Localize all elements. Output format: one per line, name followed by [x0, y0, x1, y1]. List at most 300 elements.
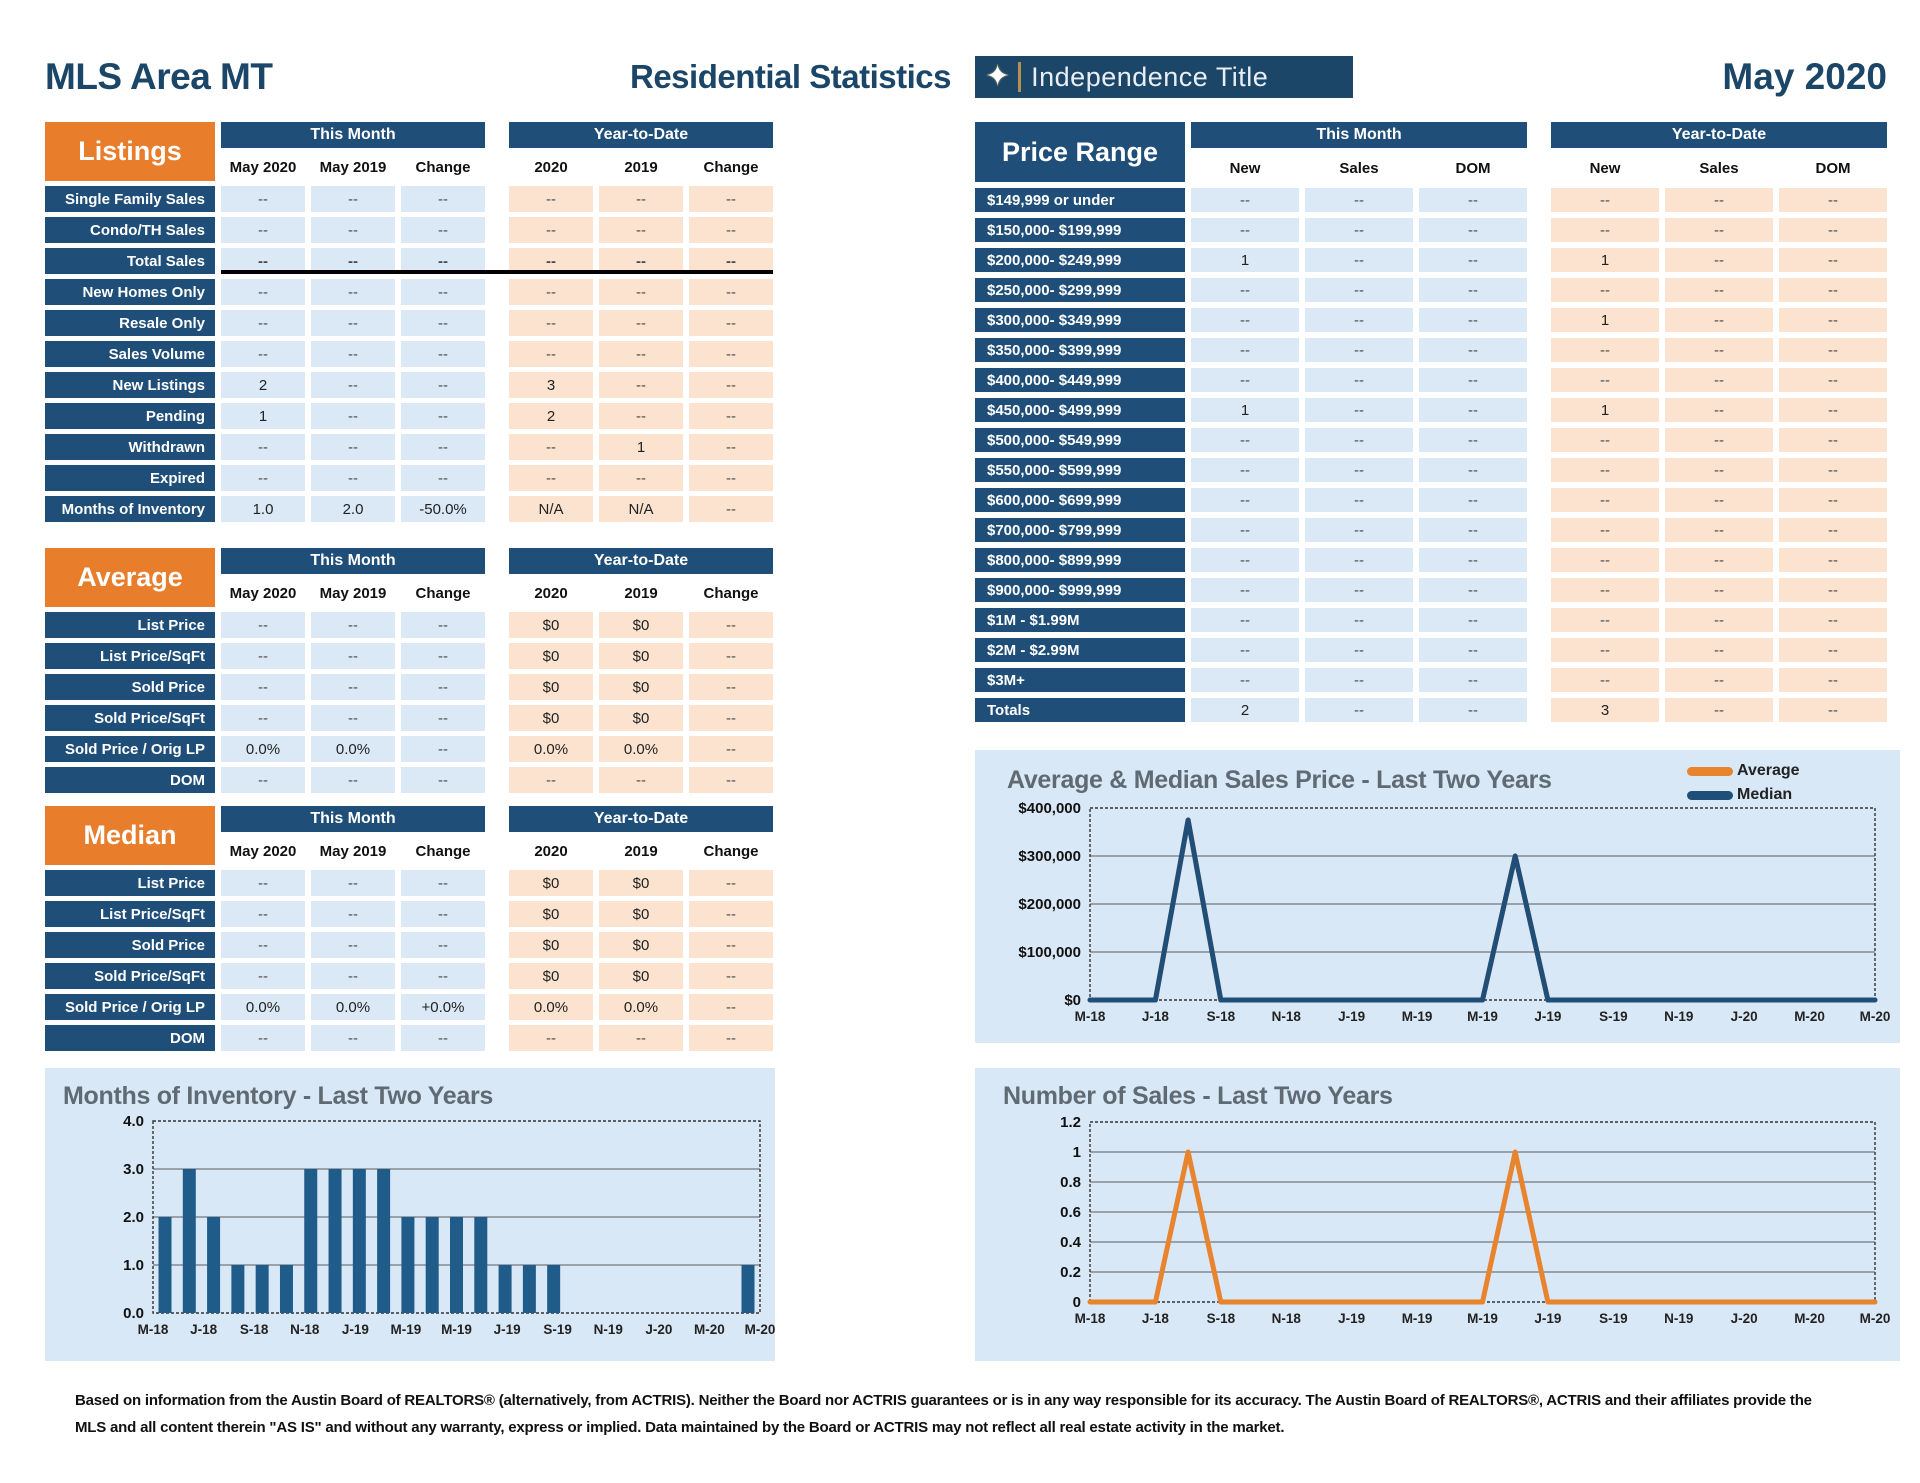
stat-cell: --	[1305, 578, 1413, 602]
stat-cell: --	[1665, 308, 1773, 332]
chart-title: Average & Median Sales Price - Last Two Years	[1007, 766, 1552, 794]
stat-cell: --	[311, 612, 395, 638]
stat-cell: --	[1305, 278, 1413, 302]
stat-cell: --	[1779, 458, 1887, 482]
column-header: May 2019	[319, 158, 387, 176]
svg-text:$200,000: $200,000	[1018, 896, 1081, 913]
stat-cell: 1	[1551, 308, 1659, 332]
stat-cell: --	[1779, 698, 1887, 722]
group-this-month: This Month	[221, 122, 485, 148]
stat-cell: --	[689, 279, 773, 305]
stat-cell: --	[1665, 488, 1773, 512]
stat-cell: --	[509, 1025, 593, 1051]
stat-cell: --	[311, 217, 395, 243]
svg-text:N-18: N-18	[1271, 1009, 1301, 1024]
stat-cell: --	[1665, 338, 1773, 362]
svg-text:2.0: 2.0	[123, 1209, 144, 1226]
stat-cell: --	[689, 612, 773, 638]
row-label: $550,000- $599,999	[975, 458, 1185, 482]
stat-cell: --	[689, 643, 773, 669]
stat-cell: --	[1665, 458, 1773, 482]
logo-divider	[1018, 62, 1021, 92]
svg-text:S-19: S-19	[543, 1322, 572, 1337]
row-label: $3M+	[975, 668, 1185, 692]
stat-cell: $0	[599, 643, 683, 669]
disclaimer-line-2: MLS and all content therein "AS IS" and without any warranty, express or implied. Data maintained by the Board or ACTRIS may not reflect all real estate activity in the market.	[75, 1419, 1285, 1436]
stat-cell: --	[1191, 668, 1299, 692]
stat-cell: --	[221, 870, 305, 896]
median-table	[45, 806, 773, 1051]
svg-text:M-20: M-20	[1794, 1311, 1825, 1326]
stat-cell: --	[689, 403, 773, 429]
stat-cell: --	[1779, 278, 1887, 302]
stat-cell: --	[1419, 368, 1527, 392]
average-table-title: Average	[45, 548, 215, 607]
svg-text:M-20: M-20	[1794, 1009, 1825, 1024]
stat-cell: N/A	[509, 496, 593, 522]
svg-text:M-20: M-20	[744, 1322, 775, 1337]
svg-text:1.2: 1.2	[1060, 1114, 1081, 1131]
stat-cell: --	[311, 705, 395, 731]
stat-cell: --	[221, 767, 305, 793]
column-header: 2020	[534, 158, 568, 176]
stat-cell: 1	[1551, 248, 1659, 272]
group-this-month: This Month	[221, 548, 485, 574]
stat-cell: --	[311, 372, 395, 398]
stat-cell: $0	[509, 643, 593, 669]
stat-cell: $0	[509, 674, 593, 700]
stat-cell: --	[401, 248, 485, 274]
stat-cell: --	[221, 674, 305, 700]
inventory-chart	[45, 1068, 775, 1361]
svg-text:J-20: J-20	[645, 1322, 673, 1337]
stat-cell: 0.0%	[599, 736, 683, 762]
stat-cell: --	[1305, 518, 1413, 542]
row-label: $2M - $2.99M	[975, 638, 1185, 662]
page-title-area: MLS Area MT	[45, 56, 273, 97]
stat-cell: --	[401, 465, 485, 491]
svg-text:J-19: J-19	[1338, 1311, 1366, 1326]
stat-cell: --	[221, 310, 305, 336]
stat-cell: $0	[599, 963, 683, 989]
stat-cell: --	[1419, 488, 1527, 512]
stat-cell: --	[689, 963, 773, 989]
stat-cell: $0	[509, 705, 593, 731]
avg-median-price-chart	[975, 750, 1900, 1043]
svg-text:$300,000: $300,000	[1018, 848, 1081, 865]
stat-cell: --	[1305, 398, 1413, 422]
row-label: Sold Price / Orig LP	[45, 736, 215, 762]
stat-cell: --	[509, 465, 593, 491]
svg-text:M-18: M-18	[1074, 1311, 1106, 1326]
stat-cell: --	[221, 465, 305, 491]
column-header: 2020	[534, 584, 568, 602]
column-header: Change	[703, 842, 759, 860]
stat-cell: --	[311, 465, 395, 491]
row-label: Sold Price	[45, 674, 215, 700]
average-table	[45, 548, 773, 793]
stat-cell: --	[1779, 248, 1887, 272]
stat-cell: --	[509, 310, 593, 336]
stat-cell: 0.0%	[599, 994, 683, 1020]
chart-title: Months of Inventory - Last Two Years	[63, 1082, 494, 1110]
number-of-sales-panel	[975, 1068, 1900, 1361]
row-label: Withdrawn	[45, 434, 215, 460]
stat-cell: --	[1665, 518, 1773, 542]
stat-cell: 1	[1551, 398, 1659, 422]
stat-cell: --	[311, 248, 395, 274]
stat-cell: --	[509, 279, 593, 305]
stat-cell: --	[1779, 428, 1887, 452]
stat-cell: --	[401, 217, 485, 243]
svg-text:J-19: J-19	[1534, 1311, 1562, 1326]
stat-cell: $0	[599, 674, 683, 700]
svg-text:0.6: 0.6	[1060, 1204, 1081, 1221]
row-label: Sold Price/SqFt	[45, 963, 215, 989]
stat-cell: 0.0%	[509, 736, 593, 762]
stat-cell: --	[1551, 338, 1659, 362]
stat-cell: --	[1665, 428, 1773, 452]
stat-cell: --	[1779, 308, 1887, 332]
svg-text:N-19: N-19	[593, 1322, 623, 1337]
stat-cell: --	[599, 403, 683, 429]
stat-cell: --	[1551, 218, 1659, 242]
total-sales-divider	[221, 270, 773, 274]
svg-text:M-19: M-19	[390, 1322, 422, 1337]
stat-cell: 1	[221, 403, 305, 429]
stat-cell: --	[689, 901, 773, 927]
stat-cell: 0.0%	[221, 736, 305, 762]
stat-cell: --	[509, 341, 593, 367]
svg-text:3.0: 3.0	[123, 1161, 144, 1178]
row-label: $800,000- $899,999	[975, 548, 1185, 572]
stat-cell: --	[689, 186, 773, 212]
stat-cell: --	[1419, 578, 1527, 602]
stat-cell: --	[1551, 668, 1659, 692]
stat-cell: --	[311, 870, 395, 896]
stat-cell: --	[509, 434, 593, 460]
column-header: New	[1229, 159, 1261, 177]
group-year-to-date: Year-to-Date	[509, 548, 773, 574]
stat-cell: --	[1665, 218, 1773, 242]
stat-cell: --	[689, 372, 773, 398]
stat-cell: --	[1779, 668, 1887, 692]
stat-cell: --	[1779, 338, 1887, 362]
row-label: $300,000- $349,999	[975, 308, 1185, 332]
svg-text:J-20: J-20	[1730, 1311, 1758, 1326]
svg-text:J-18: J-18	[1141, 1009, 1169, 1024]
stat-cell: 1	[599, 434, 683, 460]
stat-cell: --	[1191, 578, 1299, 602]
stat-cell: --	[1191, 488, 1299, 512]
stat-cell: --	[1665, 278, 1773, 302]
row-label: $900,000- $999,999	[975, 578, 1185, 602]
stat-cell: $0	[509, 870, 593, 896]
stat-cell: 0.0%	[311, 994, 395, 1020]
stat-cell: --	[1305, 248, 1413, 272]
stat-cell: --	[1551, 488, 1659, 512]
svg-text:S-18: S-18	[1206, 1009, 1236, 1024]
stat-cell: --	[401, 674, 485, 700]
stat-cell: $0	[599, 932, 683, 958]
row-label: List Price	[45, 870, 215, 896]
stat-cell: --	[221, 341, 305, 367]
stat-cell: --	[1779, 398, 1887, 422]
stat-cell: --	[689, 248, 773, 274]
row-label: Months of Inventory	[45, 496, 215, 522]
stat-cell: --	[1191, 548, 1299, 572]
brand-logo	[975, 56, 1353, 98]
svg-text:M-20: M-20	[694, 1322, 725, 1337]
stat-cell: --	[509, 248, 593, 274]
column-header: 2019	[624, 842, 658, 860]
stat-cell: --	[401, 341, 485, 367]
stat-cell: $0	[599, 870, 683, 896]
stat-cell: --	[311, 767, 395, 793]
stat-cell: $0	[599, 612, 683, 638]
stat-cell: --	[221, 434, 305, 460]
column-header: Sales	[1699, 159, 1739, 177]
row-label: $350,000- $399,999	[975, 338, 1185, 362]
stat-cell: --	[401, 612, 485, 638]
stat-cell: --	[1191, 188, 1299, 212]
stat-cell: --	[1665, 698, 1773, 722]
row-label: Single Family Sales	[45, 186, 215, 212]
row-label: New Listings	[45, 372, 215, 398]
listings-table-title: Listings	[45, 122, 215, 181]
stat-cell: $0	[599, 901, 683, 927]
number-of-sales-chart	[975, 1068, 1900, 1361]
row-label: $400,000- $449,999	[975, 368, 1185, 392]
stat-cell: --	[1779, 368, 1887, 392]
row-label: Sold Price/SqFt	[45, 705, 215, 731]
svg-text:J-18: J-18	[1141, 1311, 1169, 1326]
row-label: $250,000- $299,999	[975, 278, 1185, 302]
stat-cell: 0.0%	[221, 994, 305, 1020]
row-label: $700,000- $799,999	[975, 518, 1185, 542]
stat-cell: --	[1191, 518, 1299, 542]
stat-cell: --	[401, 434, 485, 460]
svg-text:0: 0	[1072, 1294, 1081, 1311]
row-label: $1M - $1.99M	[975, 608, 1185, 632]
stat-cell: --	[221, 612, 305, 638]
stat-cell: --	[311, 932, 395, 958]
row-label: DOM	[45, 767, 215, 793]
stat-cell: --	[1191, 458, 1299, 482]
stat-cell: --	[1779, 188, 1887, 212]
stat-cell: --	[401, 767, 485, 793]
stat-cell: --	[311, 279, 395, 305]
stat-cell: 2.0	[311, 496, 395, 522]
stat-cell: --	[311, 310, 395, 336]
stat-cell: --	[1779, 638, 1887, 662]
median-table-title: Median	[45, 806, 215, 865]
listings-table	[45, 122, 773, 522]
stat-cell: --	[689, 310, 773, 336]
row-label: List Price/SqFt	[45, 901, 215, 927]
stat-cell: --	[689, 1025, 773, 1051]
legend-label: Average	[1737, 762, 1800, 779]
stat-cell: 1.0	[221, 496, 305, 522]
stat-cell: --	[1665, 608, 1773, 632]
row-label: $200,000- $249,999	[975, 248, 1185, 272]
stat-cell: -50.0%	[401, 496, 485, 522]
stat-cell: --	[401, 403, 485, 429]
stat-cell: --	[1305, 428, 1413, 452]
stat-cell: --	[1551, 428, 1659, 452]
stat-cell: --	[221, 186, 305, 212]
svg-text:0.4: 0.4	[1060, 1234, 1081, 1251]
stat-cell: --	[1665, 638, 1773, 662]
stat-cell: --	[221, 1025, 305, 1051]
stat-cell: --	[401, 310, 485, 336]
stat-cell: --	[1191, 368, 1299, 392]
stat-cell: --	[221, 963, 305, 989]
group-year-to-date: Year-to-Date	[509, 806, 773, 832]
row-label: DOM	[45, 1025, 215, 1051]
row-label: New Homes Only	[45, 279, 215, 305]
column-header: Sales	[1339, 159, 1379, 177]
row-label: Sold Price / Orig LP	[45, 994, 215, 1020]
stat-cell: --	[599, 372, 683, 398]
stat-cell: --	[401, 901, 485, 927]
stat-cell: --	[1779, 608, 1887, 632]
stat-cell: --	[1419, 518, 1527, 542]
column-header: 2020	[534, 842, 568, 860]
stat-cell: --	[509, 767, 593, 793]
stat-cell: --	[1305, 698, 1413, 722]
svg-text:M-18: M-18	[1074, 1009, 1106, 1024]
svg-text:N-19: N-19	[1664, 1009, 1694, 1024]
stat-cell: --	[1191, 218, 1299, 242]
stat-cell: --	[221, 279, 305, 305]
stat-cell: --	[1665, 548, 1773, 572]
svg-text:S-18: S-18	[239, 1322, 269, 1337]
stat-cell: --	[1551, 278, 1659, 302]
stat-cell: --	[1191, 608, 1299, 632]
stat-cell: --	[1419, 458, 1527, 482]
stat-cell: --	[1551, 368, 1659, 392]
stat-cell: --	[599, 341, 683, 367]
svg-text:J-18: J-18	[190, 1322, 218, 1337]
group-this-month: This Month	[1191, 122, 1527, 148]
stat-cell: 0.0%	[509, 994, 593, 1020]
stat-cell: --	[1551, 548, 1659, 572]
row-label: Sales Volume	[45, 341, 215, 367]
stat-cell: --	[221, 217, 305, 243]
stat-cell: --	[1419, 218, 1527, 242]
svg-text:1.0: 1.0	[123, 1257, 144, 1274]
row-label: List Price	[45, 612, 215, 638]
stat-cell: --	[311, 1025, 395, 1051]
stat-cell: --	[1665, 398, 1773, 422]
stat-cell: --	[1665, 668, 1773, 692]
svg-text:1: 1	[1072, 1144, 1081, 1161]
stat-cell: --	[401, 1025, 485, 1051]
column-header: DOM	[1455, 159, 1491, 177]
inventory-panel	[45, 1068, 775, 1361]
row-label: $150,000- $199,999	[975, 218, 1185, 242]
stat-cell: --	[1419, 308, 1527, 332]
row-label: Condo/TH Sales	[45, 217, 215, 243]
legend-label: Median	[1737, 786, 1793, 803]
column-header: May 2019	[319, 842, 387, 860]
stat-cell: --	[1305, 188, 1413, 212]
stat-cell: --	[401, 932, 485, 958]
row-label: $450,000- $499,999	[975, 398, 1185, 422]
stat-cell: --	[1191, 428, 1299, 452]
stat-cell: --	[689, 465, 773, 491]
row-label: Resale Only	[45, 310, 215, 336]
stat-cell: --	[221, 932, 305, 958]
stat-cell: $0	[599, 705, 683, 731]
stat-cell: 2	[221, 372, 305, 398]
svg-text:M-19: M-19	[1467, 1009, 1498, 1024]
svg-text:N-18: N-18	[290, 1322, 320, 1337]
stat-cell: 2	[1191, 698, 1299, 722]
svg-text:$400,000: $400,000	[1018, 800, 1081, 817]
row-label: Totals	[975, 698, 1185, 722]
star-icon: ✦	[985, 60, 1011, 93]
stat-cell: --	[1419, 638, 1527, 662]
stat-cell: --	[1305, 638, 1413, 662]
stat-cell: 1	[1191, 398, 1299, 422]
stat-cell: --	[1191, 308, 1299, 332]
row-label: Total Sales	[45, 248, 215, 274]
stat-cell: --	[401, 643, 485, 669]
avg-median-price-panel	[975, 750, 1900, 1043]
stat-cell: --	[1779, 518, 1887, 542]
stat-cell: --	[311, 901, 395, 927]
stat-cell: --	[1305, 668, 1413, 692]
stat-cell: 1	[1191, 248, 1299, 272]
stat-cell: --	[599, 465, 683, 491]
stat-cell: --	[1419, 248, 1527, 272]
stat-cell: --	[1305, 368, 1413, 392]
column-header: May 2020	[229, 584, 297, 602]
svg-text:J-19: J-19	[493, 1322, 521, 1337]
stat-cell: 3	[1551, 698, 1659, 722]
stat-cell: 3	[509, 372, 593, 398]
stat-cell: --	[599, 217, 683, 243]
stat-cell: --	[1419, 278, 1527, 302]
svg-text:M-19: M-19	[1401, 1009, 1433, 1024]
row-label: Pending	[45, 403, 215, 429]
stat-cell: --	[689, 434, 773, 460]
group-year-to-date: Year-to-Date	[1551, 122, 1887, 148]
price-table-title: Price Range	[975, 122, 1185, 182]
stat-cell: --	[1419, 188, 1527, 212]
stat-cell: --	[1191, 338, 1299, 362]
stat-cell: --	[689, 674, 773, 700]
stat-cell: --	[509, 217, 593, 243]
column-header: May 2020	[229, 158, 297, 176]
svg-text:J-19: J-19	[341, 1322, 369, 1337]
stat-cell: --	[1779, 218, 1887, 242]
column-header: 2019	[624, 584, 658, 602]
stat-cell: --	[311, 434, 395, 460]
svg-text:S-18: S-18	[1206, 1311, 1236, 1326]
stat-cell: --	[599, 248, 683, 274]
column-header: Change	[415, 584, 471, 602]
stat-cell: $0	[509, 612, 593, 638]
row-label: Expired	[45, 465, 215, 491]
stat-cell: --	[1305, 308, 1413, 332]
svg-text:M-19: M-19	[1467, 1311, 1498, 1326]
stat-cell: --	[401, 279, 485, 305]
row-label: $600,000- $699,999	[975, 488, 1185, 512]
stat-cell: --	[1305, 218, 1413, 242]
